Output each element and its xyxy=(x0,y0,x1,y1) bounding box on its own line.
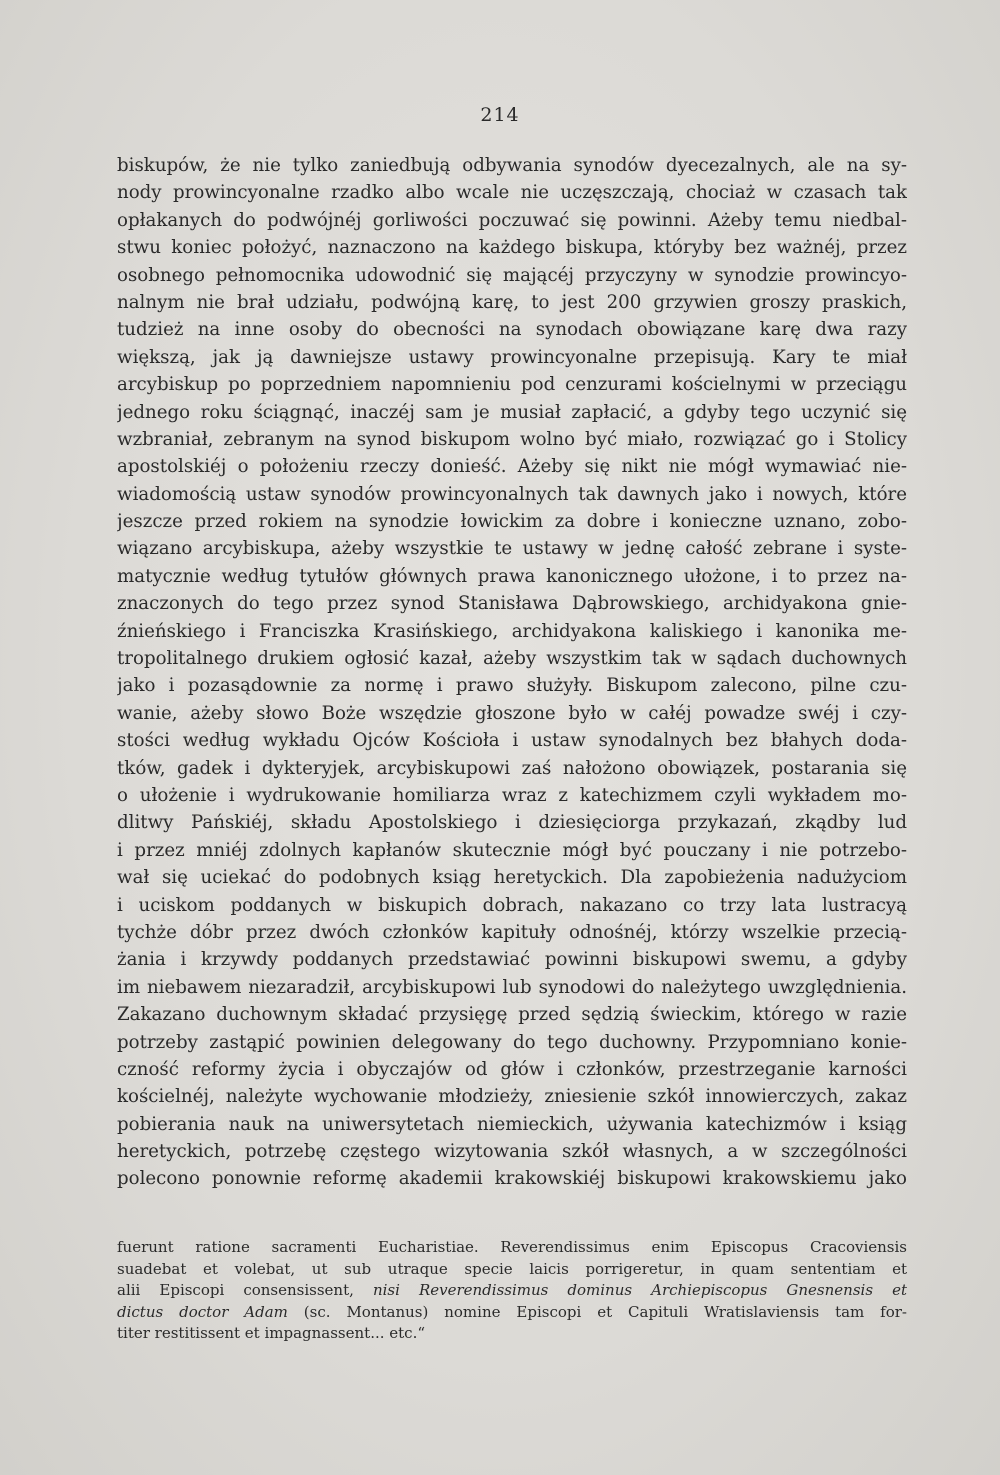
footnote-line xyxy=(117,1280,907,1302)
text-line: dlitwy Pańskiéj, składu Apostolskiego i dziesięciorga przykazań, zkądby lud xyxy=(117,812,907,834)
text-line: jednego roku ściągnąć, inaczéj sam je musiał zapłacić, a gdyby tego uczynić się xyxy=(117,401,907,423)
text-line: arcybiskup po poprzedniem napomnieniu pod cenzurami kościelnymi w przeciągu xyxy=(117,374,907,396)
footnote-italic-text: nisi Reverendissimus dominus Archiepiscopus Gnesnensis et xyxy=(372,1281,907,1300)
text-line: tudzież na inne osoby do obecności na synodach obowiązane karę dwa razy xyxy=(117,319,907,341)
text-line: jeszcze przed rokiem na synodzie łowickim za dobre i konieczne uznano, zobo- xyxy=(117,511,907,533)
text-line: wiązano arcybiskupa, ażeby wszystkie te ustawy w jednę całość zebrane i syste- xyxy=(117,538,907,560)
text-line: źnieńskiego i Franciszka Krasińskiego, archidyakona kaliskiego i kanonika me- xyxy=(117,620,907,642)
footnote-line: titer restitissent et impagnassent... etc.“ xyxy=(117,1324,426,1343)
footnote xyxy=(117,1237,907,1345)
text-line: apostolskiéj o położeniu rzeczy donieść. Ażeby się nikt nie mógł wymawiać nie- xyxy=(117,456,907,478)
text-line: wał się uciekać do podobnych ksiąg heretyckich. Dla zapobieżenia nadużyciom xyxy=(117,867,907,889)
text-line: o ułożenie i wydrukowanie homiliarza wraz z katechizmem czyli wykładem mo- xyxy=(117,784,907,806)
text-line: jako i pozasądownie za normę i prawo służyły. Biskupom zalecono, pilne czu- xyxy=(117,675,907,697)
text-line: większą, jak ją dawniejsze ustawy prowincyonalne przepisują. Kary te miał xyxy=(117,346,907,368)
text-line: tychże dóbr przez dwóch członków kapituły odnośnéj, którzy wszelkie przecią- xyxy=(117,921,907,943)
text-line: tropolitalnego drukiem ogłosić kazał, ażeby wszystkim tak w sądach duchownych xyxy=(117,648,907,670)
text-line: znaczonych do tego przez synod Stanisława Dąbrowskiego, archidyakona gnie- xyxy=(117,593,907,615)
footnote-italic-text: dictus doctor Adam xyxy=(117,1302,288,1321)
footnote-line xyxy=(117,1302,907,1324)
footnote-line: suadebat et volebat, ut sub utraque specie laicis porrigeretur, in quam sententiam et xyxy=(117,1259,907,1278)
footnote-text: alii Episcopi consensissent, xyxy=(117,1281,373,1300)
text-line: kościelnéj, należyte wychowanie młodzieży, zniesienie szkół innowierczych, zakaz xyxy=(117,1086,907,1108)
text-line: potrzeby zastąpić powinien delegowany do tego duchowny. Przypomniano konie- xyxy=(117,1031,907,1053)
text-line: wzbraniał, zebranym na synod biskupom wolno być miało, rozwiązać go i Stolicy xyxy=(117,428,907,450)
text-line: tków, gadek i dykteryjek, arcybiskupowi zaś nałożono obowiązek, postarania się xyxy=(117,757,907,779)
text-line: i przez mniéj zdolnych kapłanów skutecznie mógł być pouczany i nie potrzebo- xyxy=(117,839,907,861)
text-line: nody prowincyonalne rzadko albo wcale nie uczęszczają, chociaż w czasach tak xyxy=(117,182,907,204)
text-line: pobierania nauk na uniwersytetach niemieckich, używania katechizmów i ksiąg xyxy=(117,1113,907,1135)
text-line: czność reformy życia i obyczajów od głów i członków, przestrzeganie karności xyxy=(117,1058,907,1080)
footnote-line: fuerunt ratione sacramenti Eucharistiae. Reverendissimus enim Episcopus Cracoviensis xyxy=(117,1238,907,1256)
footnote-text: (sc. Montanus) nomine Episcopi et Capituli Wratislaviensis tam for- xyxy=(287,1302,907,1321)
text-line: opłakanych do podwójnéj gorliwości poczuwać się powinni. Ażeby temu niedbal- xyxy=(117,209,907,231)
text-line: im niebawem niezaradził, arcybiskupowi lub synodowi do należytego uwzględnienia. xyxy=(117,976,907,998)
text-line: stwu koniec położyć, naznaczono na każdego biskupa, któryby bez ważnéj, przez xyxy=(117,237,907,259)
text-line: Zakazano duchownym składać przysięgę przed sędzią świeckim, którego w razie xyxy=(117,1004,907,1026)
text-line: heretyckich, potrzebę częstego wizytowania szkół własnych, a w szczególności xyxy=(117,1141,907,1163)
text-line: polecono ponownie reformę akademii krakowskiéj biskupowi krakowskiemu jako xyxy=(117,1168,907,1190)
text-line: wiadomością ustaw synodów prowincyonalnych tak dawnych jako i nowych, które xyxy=(117,483,907,505)
main-text xyxy=(117,152,907,1193)
text-line: matycznie według tytułów głównych prawa kanonicznego ułożone, i to przez na- xyxy=(117,565,907,587)
text-line: stości według wykładu Ojców Kościoła i ustaw synodalnych bez błahych doda- xyxy=(117,730,907,752)
text-line: żania i krzywdy poddanych przedstawiać powinni biskupowi swemu, a gdyby xyxy=(117,949,907,971)
text-line: wanie, ażeby słowo Boże wszędzie głoszone było w całéj powadze swéj i czy- xyxy=(117,702,907,724)
text-line: nalnym nie brał udziału, podwójną karę, to jest 200 grzywien groszy praskich, xyxy=(117,291,907,313)
text-line: osobnego pełnomocnika udowodnić się mającéj przyczyny w synodzie prowincyo- xyxy=(117,264,907,286)
text-line: biskupów, że nie tylko zaniedbują odbywania synodów dyecezalnych, ale na sy- xyxy=(117,155,907,176)
page-number: 214 xyxy=(480,104,520,126)
text-line: i uciskom poddanych w biskupich dobrach, nakazano co trzy lata lustracyą xyxy=(117,894,907,916)
